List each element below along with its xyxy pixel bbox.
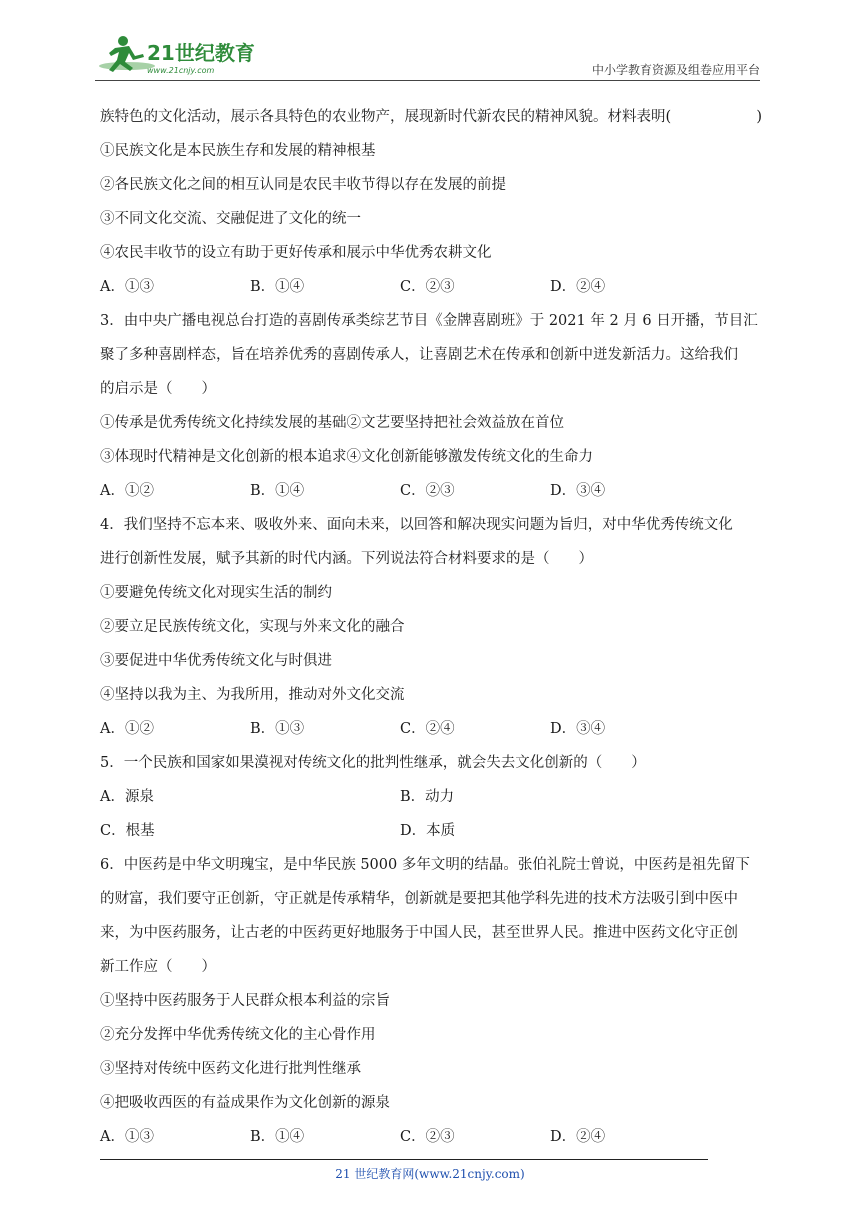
question-5-options-row-2 [100, 814, 762, 848]
option-b: B．①④ [250, 1129, 305, 1145]
option-a: A．①③ [100, 279, 154, 295]
question-6-item-4: ④把吸收西医的有益成果作为文化创新的源泉 [100, 1095, 390, 1111]
question-4-stem-line-1: 4．我们坚持不忘本来、吸收外来、面向未来，以回答和解决现实问题为旨归，对中华优秀传统文化 [100, 517, 733, 533]
option-c: C．②④ [400, 721, 455, 737]
option-d: D．本质 [400, 823, 456, 839]
svg-text:www.21cnjy.com: www.21cnjy.com [147, 66, 215, 75]
question-3-stem-line-3: 的启示是（ ） [100, 381, 216, 397]
header-divider [95, 80, 760, 81]
question-3-stem-line-1: 3．由中央广播电视总台打造的喜剧传承类综艺节目《金牌喜剧班》于 2021 年 2 月 6 日开播，节目汇 [100, 313, 758, 329]
question-3-options [100, 474, 762, 508]
question-6-item-3: ③坚持对传统中医药文化进行批判性继承 [100, 1061, 361, 1077]
option-a: A．①③ [100, 1129, 154, 1145]
site-logo [95, 32, 255, 76]
footer-site-link[interactable]: 21 世纪教育网(www.21cnjy.com) [335, 1167, 525, 1181]
question-3-stem-line-2: 聚了多种喜剧样态，旨在培养优秀的喜剧传承人，让喜剧艺术在传承和创新中迸发新活力。这给我们 [100, 347, 738, 363]
question-2-item-1: ①民族文化是本民族生存和发展的精神根基 [100, 143, 376, 159]
question-4-item-1: ①要避免传统文化对现实生活的制约 [100, 585, 332, 601]
question-2-item-3: ③不同文化交流、交融促进了文化的统一 [100, 211, 361, 227]
question-6-stem-line-2: 的财富，我们要守正创新，守正就是传承精华，创新就是要把其他学科先进的技术方法吸引到中医中 [100, 891, 738, 907]
question-6-stem-line-3: 来，为中医药服务，让古老的中医药更好地服务于中国人民，甚至世界人民。推进中医药文化守正创 [100, 925, 738, 941]
platform-tagline: 中小学教育资源及组卷应用平台 [591, 63, 760, 77]
question-6-item-2: ②充分发挥中华优秀传统文化的主心骨作用 [100, 1027, 376, 1043]
question-4-stem-line-2: 进行创新性发展，赋予其新的时代内涵。下列说法符合材料要求的是（ ） [100, 551, 593, 567]
question-5-options-row-1 [100, 780, 762, 814]
option-a: A．①② [100, 483, 154, 499]
option-b: B．①④ [250, 279, 305, 295]
option-b: B．①③ [250, 721, 305, 737]
option-d: D．③④ [550, 721, 606, 737]
question-2-item-4: ④农民丰收节的设立有助于更好传承和展示中华优秀农耕文化 [100, 245, 492, 261]
question-2-answer-paren: ) [756, 109, 762, 125]
question-6-options [100, 1120, 762, 1154]
question-2-options [100, 270, 762, 304]
question-6-stem-line-4: 新工作应（ ） [100, 959, 216, 975]
page-header [95, 30, 760, 80]
option-a: A．①② [100, 721, 154, 737]
question-5-stem: 5．一个民族和国家如果漠视对传统文化的批判性继承，就会失去文化创新的（ ） [100, 755, 646, 771]
question-3-item-1: ①传承是优秀传统文化持续发展的基础②文艺要坚持把社会效益放在首位 [100, 415, 564, 431]
option-a: A．源泉 [100, 789, 154, 805]
option-c: C．根基 [100, 823, 155, 839]
option-c: C．②③ [400, 483, 455, 499]
option-d: D．②④ [550, 279, 606, 295]
question-3-item-2: ③体现时代精神是文化创新的根本追求④文化创新能够激发传统文化的生命力 [100, 449, 593, 465]
question-4-item-3: ③要促进中华优秀传统文化与时俱进 [100, 653, 332, 669]
question-6-stem-line-1: 6．中医药是中华文明瑰宝，是中华民族 5000 多年文明的结晶。张伯礼院士曾说，中医药是祖先留下 [100, 857, 750, 873]
option-b: B．①④ [250, 483, 305, 499]
question-2-item-2: ②各民族文化之间的相互认同是农民丰收节得以存在发展的前提 [100, 177, 506, 193]
svg-text:21世纪教育: 21世纪教育 [147, 41, 255, 65]
option-c: C．②③ [400, 279, 455, 295]
footer-divider [100, 1159, 708, 1160]
question-content [100, 100, 762, 1154]
question-2-stem-text: 族特色的文化活动，展示各具特色的农业物产，展现新时代新农民的精神风貌。材料表明( [100, 109, 672, 125]
option-b: B．动力 [400, 789, 455, 805]
option-d: D．③④ [550, 483, 606, 499]
question-4-item-2: ②要立足民族传统文化，实现与外来文化的融合 [100, 619, 405, 635]
question-4-item-4: ④坚持以我为主、为我所用，推动对外文化交流 [100, 687, 405, 703]
option-c: C．②③ [400, 1129, 455, 1145]
question-2-stem [100, 100, 762, 134]
question-6-item-1: ①坚持中医药服务于人民群众根本利益的宗旨 [100, 993, 390, 1009]
question-4-options [100, 712, 762, 746]
option-d: D．②④ [550, 1129, 606, 1145]
